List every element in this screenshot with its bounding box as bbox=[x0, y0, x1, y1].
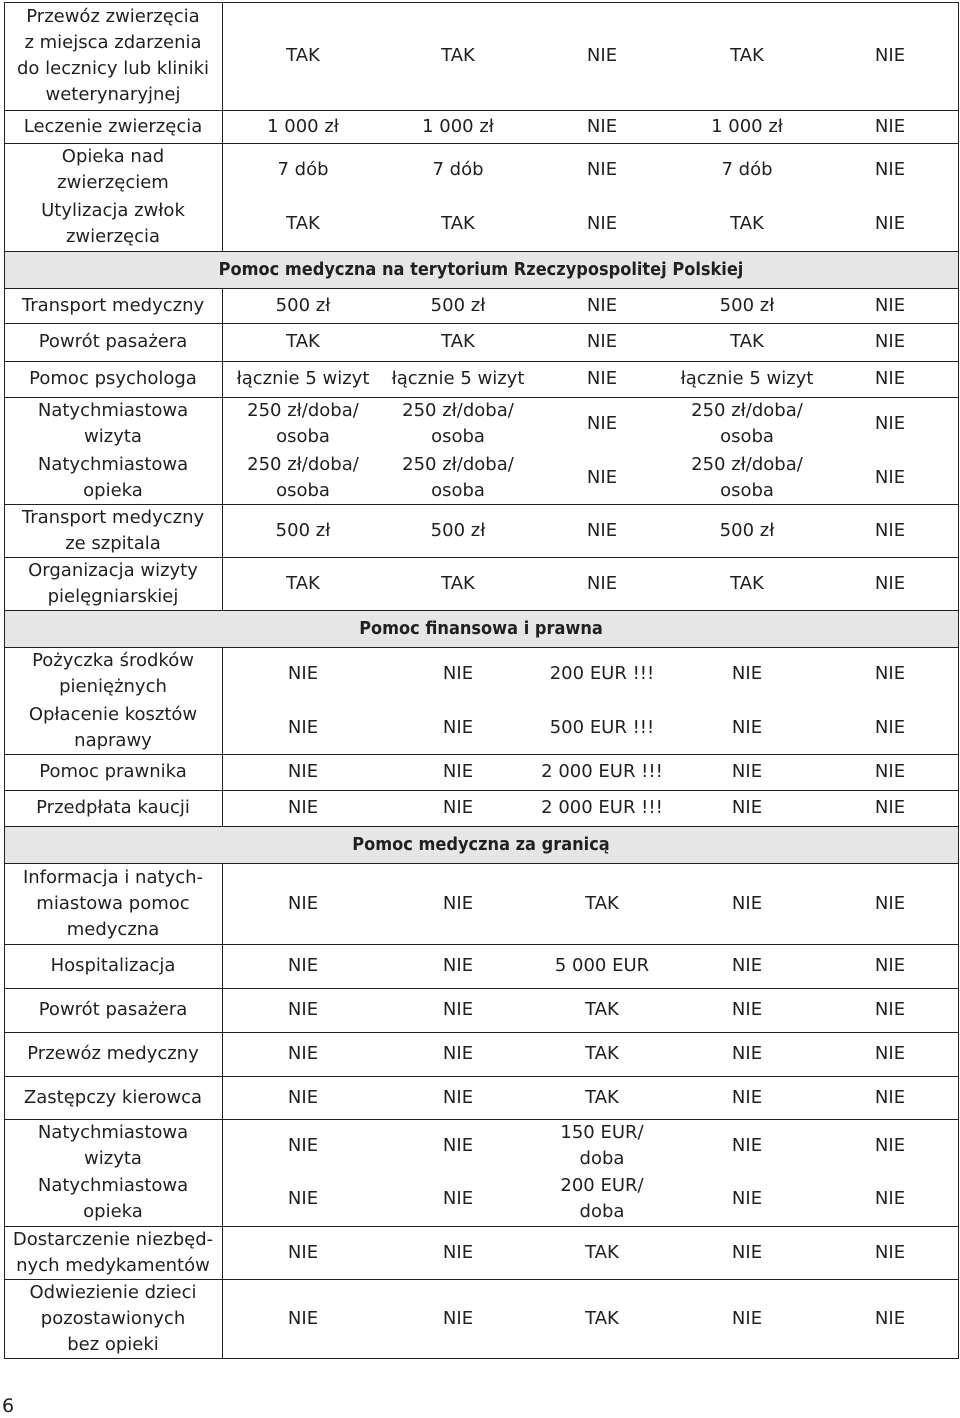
value-cell: NIE bbox=[731, 892, 763, 914]
value-cell: TAK bbox=[441, 213, 475, 234]
value-cell: NIE bbox=[442, 955, 474, 976]
value-cell: 150 EUR/ doba bbox=[560, 1121, 644, 1169]
value-cell: NIE bbox=[874, 368, 906, 389]
row-divider bbox=[4, 504, 959, 505]
section-header: Pomoc medyczna na terytorium Rzeczypospolitej Polskiej bbox=[4, 251, 958, 288]
row-label: Pomoc psychologa bbox=[29, 368, 197, 389]
value-cell: NIE bbox=[287, 663, 319, 684]
value-cell: NIE bbox=[874, 413, 906, 434]
value-cell: NIE bbox=[874, 955, 906, 976]
row-divider bbox=[4, 1358, 959, 1359]
value-cell: NIE bbox=[874, 294, 906, 316]
value-cell: NIE bbox=[442, 797, 474, 818]
value-cell: TAK bbox=[730, 331, 764, 352]
value-cell: NIE bbox=[586, 368, 618, 389]
row-divider bbox=[4, 826, 959, 827]
value-cell: TAK bbox=[730, 213, 764, 234]
section-header: Pomoc finansowa i prawna bbox=[4, 610, 958, 647]
value-cell: 250 zł/doba/ osoba bbox=[402, 400, 514, 447]
value-cell: NIE bbox=[442, 1043, 474, 1064]
value-cell: NIE bbox=[287, 761, 319, 782]
value-cell: NIE bbox=[287, 999, 319, 1020]
value-cell: NIE bbox=[586, 331, 618, 352]
value-cell: NIE bbox=[442, 1241, 474, 1263]
value-cell: NIE bbox=[874, 761, 906, 782]
value-cell: NIE bbox=[287, 1043, 319, 1064]
value-cell: NIE bbox=[874, 1188, 906, 1209]
row-divider bbox=[4, 754, 959, 755]
value-cell: 200 EUR/ doba bbox=[560, 1175, 644, 1222]
value-cell: 500 zł bbox=[275, 519, 331, 541]
value-cell: NIE bbox=[874, 572, 906, 594]
value-cell: NIE bbox=[442, 716, 474, 738]
value-cell: TAK bbox=[730, 572, 764, 594]
value-cell: NIE bbox=[874, 213, 906, 234]
row-divider bbox=[4, 288, 959, 289]
row-label: Powrót pasażera bbox=[38, 331, 188, 352]
value-cell: TAK bbox=[585, 1043, 619, 1064]
row-label: Przewóz medyczny bbox=[27, 1043, 199, 1064]
row-label: Leczenie zwierzęcia bbox=[23, 115, 203, 137]
row-divider bbox=[4, 1279, 959, 1280]
value-cell: NIE bbox=[731, 1043, 763, 1064]
row-label: Natychmiastowa wizyta bbox=[37, 400, 189, 447]
value-cell: 7 dób bbox=[721, 159, 773, 180]
value-cell: TAK bbox=[585, 999, 619, 1020]
value-cell: NIE bbox=[731, 663, 763, 684]
row-label: Pożyczka środków pieniężnych bbox=[32, 650, 194, 697]
value-cell: TAK bbox=[286, 45, 320, 66]
label-divider bbox=[222, 288, 223, 610]
row-label: Hospitalizacja bbox=[50, 955, 176, 976]
row-divider bbox=[4, 1076, 959, 1077]
value-cell: NIE bbox=[287, 797, 319, 818]
value-cell: NIE bbox=[287, 1134, 319, 1156]
value-cell: NIE bbox=[731, 797, 763, 818]
value-cell: NIE bbox=[731, 716, 763, 738]
value-cell: TAK bbox=[441, 572, 475, 594]
row-divider bbox=[4, 647, 959, 648]
row-label: Natychmiastowa opieka bbox=[37, 453, 189, 501]
row-divider bbox=[4, 988, 959, 989]
value-cell: NIE bbox=[442, 663, 474, 684]
page-number: 6 bbox=[2, 1395, 15, 1417]
value-cell: NIE bbox=[287, 1307, 319, 1329]
row-divider bbox=[4, 251, 959, 252]
value-cell: TAK bbox=[585, 1307, 619, 1329]
row-divider bbox=[4, 944, 959, 945]
row-label: Transport medyczny ze szpitala bbox=[21, 506, 205, 554]
value-cell: NIE bbox=[731, 955, 763, 976]
row-divider bbox=[4, 361, 959, 362]
value-cell: NIE bbox=[586, 413, 618, 434]
label-divider bbox=[222, 863, 223, 1358]
row-divider bbox=[4, 1226, 959, 1227]
label-divider bbox=[222, 2, 223, 251]
value-cell: łącznie 5 wizyt bbox=[680, 368, 814, 389]
value-cell: 500 zł bbox=[719, 294, 775, 316]
value-cell: TAK bbox=[730, 45, 764, 66]
value-cell: 500 zł bbox=[430, 294, 486, 316]
value-cell: 500 zł bbox=[430, 519, 486, 541]
value-cell: 200 EUR !!! bbox=[549, 663, 655, 684]
value-cell: 250 zł/doba/ osoba bbox=[402, 453, 514, 501]
value-cell: NIE bbox=[442, 1188, 474, 1209]
value-cell: NIE bbox=[586, 115, 618, 137]
value-cell: NIE bbox=[731, 999, 763, 1020]
row-label: Powrót pasażera bbox=[38, 999, 188, 1020]
row-label: Zastępczy kierowca bbox=[23, 1086, 203, 1108]
value-cell: NIE bbox=[874, 159, 906, 180]
value-cell: NIE bbox=[874, 519, 906, 541]
row-label: Opieka nad zwierzęciem bbox=[57, 146, 169, 193]
value-cell: NIE bbox=[874, 1086, 906, 1108]
value-cell: NIE bbox=[586, 159, 618, 180]
row-label: Organizacja wizyty pielęgniarskiej bbox=[28, 559, 198, 607]
row-label: Natychmiastowa wizyta bbox=[37, 1121, 189, 1169]
value-cell: NIE bbox=[586, 466, 618, 488]
row-label: Opłacenie kosztów naprawy bbox=[28, 703, 198, 751]
value-cell: NIE bbox=[874, 892, 906, 914]
section-header: Pomoc medyczna za granicą bbox=[4, 826, 958, 863]
value-cell: TAK bbox=[286, 213, 320, 234]
row-divider bbox=[4, 863, 959, 864]
row-label: Przewóz zwierzęcia z miejsca zdarzenia do lecznicy lub kliniki weterynaryjnej bbox=[16, 6, 210, 105]
value-cell: NIE bbox=[586, 294, 618, 316]
value-cell: NIE bbox=[287, 955, 319, 976]
row-label: Pomoc prawnika bbox=[39, 761, 187, 782]
row-label: Transport medyczny bbox=[21, 294, 205, 316]
value-cell: 1 000 zł bbox=[711, 115, 783, 137]
value-cell: NIE bbox=[874, 999, 906, 1020]
table-border-right bbox=[958, 2, 959, 1358]
value-cell: NIE bbox=[442, 892, 474, 914]
value-cell: TAK bbox=[286, 331, 320, 352]
value-cell: NIE bbox=[874, 1307, 906, 1329]
row-divider bbox=[4, 557, 959, 558]
value-cell: NIE bbox=[442, 1134, 474, 1156]
value-cell: NIE bbox=[731, 1188, 763, 1209]
label-divider bbox=[222, 647, 223, 826]
value-cell: 2 000 EUR !!! bbox=[541, 797, 663, 818]
value-cell: NIE bbox=[442, 999, 474, 1020]
value-cell: NIE bbox=[731, 1086, 763, 1108]
value-cell: NIE bbox=[874, 1241, 906, 1263]
value-cell: NIE bbox=[442, 1307, 474, 1329]
value-cell: NIE bbox=[287, 892, 319, 914]
value-cell: łącznie 5 wizyt bbox=[236, 368, 370, 389]
value-cell: 500 EUR !!! bbox=[549, 716, 655, 738]
value-cell: TAK bbox=[286, 572, 320, 594]
value-cell: NIE bbox=[287, 1188, 319, 1209]
row-divider bbox=[4, 1119, 959, 1120]
value-cell: 250 zł/doba/ osoba bbox=[691, 400, 803, 447]
value-cell: łącznie 5 wizyt bbox=[391, 368, 525, 389]
value-cell: 5 000 EUR bbox=[554, 955, 650, 976]
table-border-left bbox=[4, 2, 5, 1358]
value-cell: NIE bbox=[586, 45, 618, 66]
row-label: Utylizacja zwłok zwierzęcia bbox=[41, 200, 185, 247]
value-cell: 250 zł/doba/ osoba bbox=[691, 453, 803, 501]
value-cell: NIE bbox=[731, 1307, 763, 1329]
row-label: Odwiezienie dzieci pozostawionych bez opieki bbox=[29, 1281, 197, 1355]
row-divider bbox=[4, 397, 959, 398]
row-divider bbox=[4, 110, 959, 111]
value-cell: NIE bbox=[731, 761, 763, 782]
value-cell: NIE bbox=[874, 716, 906, 738]
row-label: Dostarczenie niezbęd- nych medykamentów bbox=[12, 1228, 214, 1276]
value-cell: TAK bbox=[585, 892, 619, 914]
value-cell: NIE bbox=[874, 466, 906, 488]
value-cell: NIE bbox=[874, 663, 906, 684]
row-divider bbox=[4, 2, 959, 3]
value-cell: NIE bbox=[874, 1043, 906, 1064]
value-cell: NIE bbox=[586, 213, 618, 234]
value-cell: NIE bbox=[586, 572, 618, 594]
value-cell: 1 000 zł bbox=[422, 115, 494, 137]
value-cell: 1 000 zł bbox=[267, 115, 339, 137]
value-cell: NIE bbox=[874, 45, 906, 66]
value-cell: 250 zł/doba/ osoba bbox=[247, 453, 359, 501]
value-cell: TAK bbox=[441, 45, 475, 66]
value-cell: TAK bbox=[585, 1086, 619, 1108]
row-divider bbox=[4, 323, 959, 324]
value-cell: NIE bbox=[874, 797, 906, 818]
row-divider bbox=[4, 790, 959, 791]
value-cell: 500 zł bbox=[275, 294, 331, 316]
value-cell: TAK bbox=[585, 1241, 619, 1263]
row-divider bbox=[4, 1032, 959, 1033]
value-cell: NIE bbox=[874, 115, 906, 137]
value-cell: NIE bbox=[287, 1241, 319, 1263]
value-cell: 7 dób bbox=[277, 159, 329, 180]
value-cell: 2 000 EUR !!! bbox=[541, 761, 663, 782]
row-divider bbox=[4, 143, 959, 144]
value-cell: NIE bbox=[874, 331, 906, 352]
value-cell: TAK bbox=[441, 331, 475, 352]
row-label: Informacja i natych- miastowa pomoc medyczna bbox=[22, 866, 204, 940]
value-cell: NIE bbox=[442, 1086, 474, 1108]
value-cell: NIE bbox=[874, 1134, 906, 1156]
value-cell: NIE bbox=[287, 1086, 319, 1108]
value-cell: NIE bbox=[586, 519, 618, 541]
value-cell: NIE bbox=[731, 1134, 763, 1156]
row-label: Przedpłata kaucji bbox=[36, 797, 190, 818]
value-cell: 7 dób bbox=[432, 159, 484, 180]
value-cell: 500 zł bbox=[719, 519, 775, 541]
value-cell: NIE bbox=[731, 1241, 763, 1263]
value-cell: NIE bbox=[442, 761, 474, 782]
value-cell: NIE bbox=[287, 716, 319, 738]
value-cell: 250 zł/doba/ osoba bbox=[247, 400, 359, 447]
row-divider bbox=[4, 610, 959, 611]
row-label: Natychmiastowa opieka bbox=[37, 1175, 189, 1222]
